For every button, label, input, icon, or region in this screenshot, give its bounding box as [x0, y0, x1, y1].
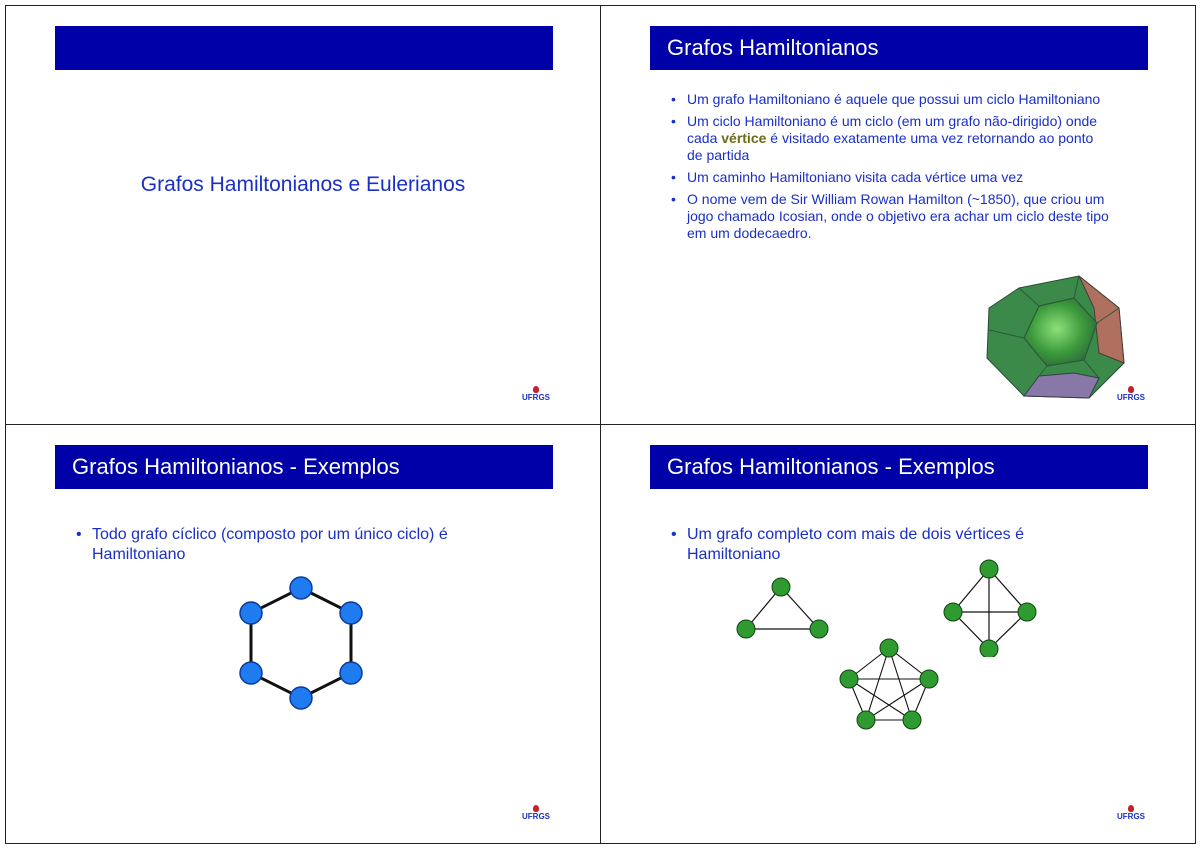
bullet-item: • Um caminho Hamiltoniano visita cada vértice uma vez: [669, 169, 1109, 186]
bullet-item: • Um grafo Hamiltoniano é aquele que possui um ciclo Hamiltoniano: [669, 91, 1109, 108]
slide-4: [600, 424, 1196, 844]
ufrgs-logo: [1117, 386, 1145, 404]
title-bar: [650, 445, 1148, 489]
graph-node: [944, 603, 962, 621]
graph-node: [290, 577, 312, 599]
graph-node: [290, 687, 312, 709]
title-bar: [55, 445, 553, 489]
bullet-item: [669, 113, 1109, 164]
slide-2: [600, 5, 1196, 425]
flame-icon: [533, 805, 539, 812]
graph-node: [980, 560, 998, 578]
graph-node: [1018, 603, 1036, 621]
graph-node: [920, 670, 938, 688]
ufrgs-logo: [522, 386, 550, 404]
complete-graph-k3: [731, 575, 831, 645]
complete-graph-k4: [939, 557, 1039, 657]
bullet-list: [669, 525, 1119, 570]
edges: [251, 588, 351, 698]
cover-title: Grafos Hamiltonianos e Eulerianos: [140, 173, 466, 196]
graph-node: [980, 640, 998, 657]
flame-icon: [533, 386, 539, 393]
logo-text: UFRGS: [1117, 812, 1145, 821]
graph-node: [737, 620, 755, 638]
slide-3: [5, 424, 601, 844]
graph-node: [340, 602, 362, 624]
graph-node: [240, 602, 262, 624]
bullet-item: • O nome vem de Sir William Rowan Hamilton (~1850), que criou um jogo chamado Icosian, onde o objetivo era achar um ciclo deste tipo em um dodecaedro.: [669, 191, 1109, 242]
graph-node: [857, 711, 875, 729]
bullet-text: Um ciclo Hamiltoniano é um ciclo (em um grafo não-dirigido) onde cada: [687, 113, 1098, 146]
flame-icon: [1128, 386, 1134, 393]
ufrgs-logo: [1117, 805, 1145, 823]
graph-node: [903, 711, 921, 729]
title-bar: [55, 26, 553, 70]
graph-node: [810, 620, 828, 638]
graph-node: [840, 670, 858, 688]
graph-node: [880, 639, 898, 657]
slide-title: Grafos Hamiltonianos: [667, 35, 879, 60]
title-bar: [650, 26, 1148, 70]
logo-text: UFRGS: [1117, 393, 1145, 402]
ufrgs-logo: [522, 805, 550, 823]
flame-icon: [1128, 805, 1134, 812]
logo-text: UFRGS: [522, 812, 550, 821]
dodecahedron-illustration: [979, 268, 1129, 408]
bullet-item: • Um grafo completo com mais de dois vértices é Hamiltoniano: [669, 525, 1119, 565]
bullet-text: é visitado exatamente uma vez retornando ao ponto de partida: [687, 130, 1094, 163]
graph-node: [340, 662, 362, 684]
slide-title: Grafos Hamiltonianos - Exemplos: [667, 454, 995, 479]
graph-node: [772, 578, 790, 596]
bullet-item: • Todo grafo cíclico (composto por um único ciclo) é Hamiltoniano: [74, 525, 524, 565]
bullet-bold-word: vértice: [721, 130, 767, 146]
slide-1: [5, 5, 601, 425]
bullet-list: [74, 525, 524, 570]
complete-graph-k5: [834, 633, 944, 733]
bullet-list: [669, 91, 1109, 247]
hexagon-cycle-graph: [231, 570, 371, 715]
logo-text: UFRGS: [522, 393, 550, 402]
graph-node: [240, 662, 262, 684]
slide-title: Grafos Hamiltonianos - Exemplos: [72, 454, 400, 479]
